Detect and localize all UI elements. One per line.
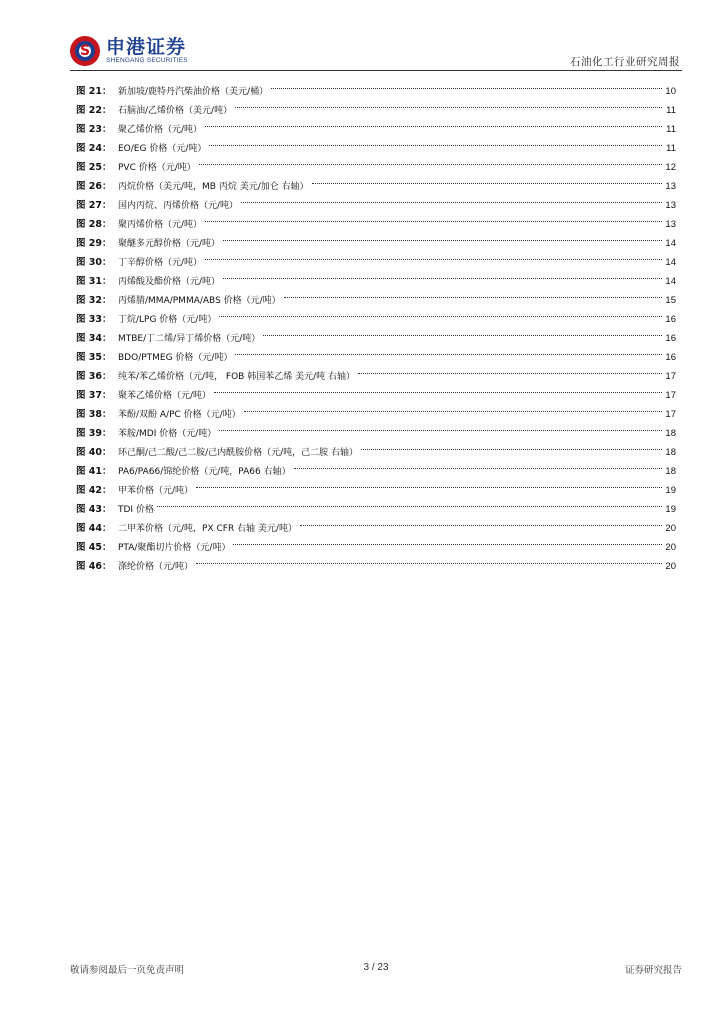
- figure-title: 石脑油/乙烯价格（美元/吨）: [118, 106, 233, 116]
- figure-page-number: 11: [666, 143, 676, 154]
- figure-page-number: 11: [666, 105, 676, 116]
- dot-leader: [223, 227, 664, 246]
- dot-leader: [244, 398, 664, 417]
- figure-title: EO/EG 价格（元/吨）: [118, 144, 207, 154]
- dot-leader: [294, 455, 664, 474]
- dot-leader: [219, 303, 664, 322]
- figure-number: 图 41：: [76, 466, 112, 477]
- toc-entry[interactable]: [76, 512, 676, 534]
- figure-page-number: 11: [666, 124, 676, 135]
- dot-leader: [199, 151, 664, 170]
- figure-title: BDO/PTMEG 价格（元/吨）: [118, 353, 233, 363]
- figure-title: 丁辛醇价格（元/吨）: [118, 258, 203, 268]
- figure-page-number: 16: [665, 352, 676, 363]
- figure-title: 丙烷价格（美元/吨，MB 丙烷 美元/加仑 右轴）: [118, 182, 309, 192]
- figure-title: 国内丙烷、丙烯价格（元/吨）: [118, 201, 239, 211]
- figure-page-number: 17: [665, 409, 676, 420]
- figure-page-number: 13: [665, 181, 676, 192]
- company-logo: [70, 34, 188, 68]
- dot-leader: [214, 379, 664, 398]
- dot-leader: [284, 284, 664, 303]
- figure-title: PA6/PA66/锦纶价格（元/吨，PA66 右轴）: [118, 467, 291, 477]
- dot-leader: [235, 94, 664, 113]
- report-type-title: 石油化工行业研究周报: [570, 56, 680, 68]
- figure-page-number: 14: [665, 238, 676, 249]
- logo-icon: S: [70, 36, 100, 66]
- figure-number: 图 24：: [76, 143, 112, 154]
- figure-title: 聚苯乙烯价格（元/吨）: [118, 391, 212, 401]
- figure-title: 纯苯/苯乙烯价格（元/吨， FOB 韩国苯乙烯 美元/吨 右轴）: [118, 372, 355, 382]
- figure-title: 苯酚/双酚 A/PC 价格（元/吨）: [118, 410, 241, 420]
- figure-title: 丙烯酸及酯价格（元/吨）: [118, 277, 221, 287]
- figure-number: 图 39：: [76, 428, 112, 439]
- header-divider: [70, 70, 682, 71]
- figure-title: PVC 价格（元/吨）: [118, 163, 196, 173]
- figure-number: 图 21：: [76, 86, 112, 97]
- figure-title: 新加坡/鹿特丹汽柴油价格（美元/桶）: [118, 87, 269, 97]
- dot-leader: [196, 550, 664, 569]
- figure-number: 图 26：: [76, 181, 112, 192]
- figure-number: 图 43：: [76, 504, 112, 515]
- disclaimer-note: 敬请参阅最后一页免责声明: [70, 965, 185, 976]
- figure-page-number: 16: [665, 333, 676, 344]
- figure-page-number: 17: [665, 371, 676, 382]
- dot-leader: [157, 493, 664, 512]
- dot-leader: [263, 322, 664, 341]
- figure-page-number: 20: [665, 542, 676, 553]
- figure-list: [76, 75, 676, 572]
- dot-leader: [209, 132, 664, 151]
- figure-number: 图 28：: [76, 219, 112, 230]
- figure-page-number: 19: [665, 485, 676, 496]
- toc-entry[interactable]: [76, 75, 676, 97]
- figure-page-number: 18: [665, 447, 676, 458]
- page-footer: [70, 962, 682, 982]
- dot-leader: [219, 417, 664, 436]
- figure-page-number: 10: [665, 86, 676, 97]
- figure-page-number: 16: [665, 314, 676, 325]
- figure-page-number: 18: [665, 466, 676, 477]
- report-label: 证券研究报告: [624, 965, 682, 976]
- figure-title: TDI 价格: [118, 505, 154, 515]
- logo-english-name: SHENGANG SECURITIES: [106, 57, 188, 64]
- toc-entry[interactable]: [76, 493, 676, 515]
- figure-page-number: 19: [665, 504, 676, 515]
- dot-leader: [271, 75, 664, 94]
- figure-number: 图 23：: [76, 124, 112, 135]
- figure-number: 图 32：: [76, 295, 112, 306]
- figure-title: PTA/聚酯切片价格（元/吨）: [118, 543, 231, 553]
- figure-title: 苯胺/MDI 价格（元/吨）: [118, 429, 217, 439]
- figure-title: 二甲苯价格（元/吨，PX CFR 右轴 美元/吨）: [118, 524, 297, 534]
- figure-page-number: 18: [665, 428, 676, 439]
- figure-page-number: 20: [665, 561, 676, 572]
- figure-number: 图 33：: [76, 314, 112, 325]
- figure-page-number: 15: [665, 295, 676, 306]
- dot-leader: [312, 170, 664, 189]
- figure-page-number: 13: [665, 200, 676, 211]
- figure-number: 图 46：: [76, 561, 112, 572]
- figure-number: 图 38：: [76, 409, 112, 420]
- figure-title: 甲苯价格（元/吨）: [118, 486, 194, 496]
- figure-number: 图 30：: [76, 257, 112, 268]
- figure-page-number: 17: [665, 390, 676, 401]
- figure-page-number: 20: [665, 523, 676, 534]
- figure-number: 图 44：: [76, 523, 112, 534]
- figure-number: 图 34：: [76, 333, 112, 344]
- dot-leader: [358, 360, 664, 379]
- figure-title: 涤纶价格（元/吨）: [118, 562, 194, 572]
- figure-title: 环己酮/己二酸/己二胺/己内酰胺价格（元/吨，己二胺 右轴）: [118, 448, 358, 458]
- figure-number: 图 40：: [76, 447, 112, 458]
- figure-number: 图 25：: [76, 162, 112, 173]
- dot-leader: [205, 246, 664, 265]
- figure-number: 图 29：: [76, 238, 112, 249]
- figure-title: 丙烯腈/MMA/PMMA/ABS 价格（元/吨）: [118, 296, 281, 306]
- figure-number: 图 22：: [76, 105, 112, 116]
- dot-leader: [233, 531, 664, 550]
- figure-number: 图 37：: [76, 390, 112, 401]
- figure-title: 聚乙烯价格（元/吨）: [118, 125, 203, 135]
- figure-title: MTBE/丁二烯/异丁烯价格（元/吨）: [118, 334, 261, 344]
- figure-number: 图 35：: [76, 352, 112, 363]
- dot-leader: [223, 265, 664, 284]
- figure-title: 丁烷/LPG 价格（元/吨）: [118, 315, 217, 325]
- dot-leader: [196, 474, 664, 493]
- dot-leader: [241, 189, 664, 208]
- figure-page-number: 14: [665, 276, 676, 287]
- dot-leader: [235, 341, 664, 360]
- logo-chinese-name: 申港证券: [106, 36, 187, 58]
- figure-number: 图 42：: [76, 485, 112, 496]
- figure-number: 图 36：: [76, 371, 112, 382]
- figure-title: 聚丙烯价格（元/吨）: [118, 220, 203, 230]
- figure-page-number: 13: [665, 219, 676, 230]
- dot-leader: [300, 512, 664, 531]
- figure-page-number: 12: [665, 162, 676, 173]
- figure-title: 聚醚多元醇价格（元/吨）: [118, 239, 221, 249]
- figure-number: 图 45：: [76, 542, 112, 553]
- dot-leader: [361, 436, 664, 455]
- page-header: [70, 34, 682, 70]
- figure-page-number: 14: [665, 257, 676, 268]
- figure-number: 图 27：: [76, 200, 112, 211]
- dot-leader: [205, 208, 664, 227]
- page-number: 3 / 23: [363, 962, 389, 973]
- dot-leader: [205, 113, 664, 132]
- figure-number: 图 31：: [76, 276, 112, 287]
